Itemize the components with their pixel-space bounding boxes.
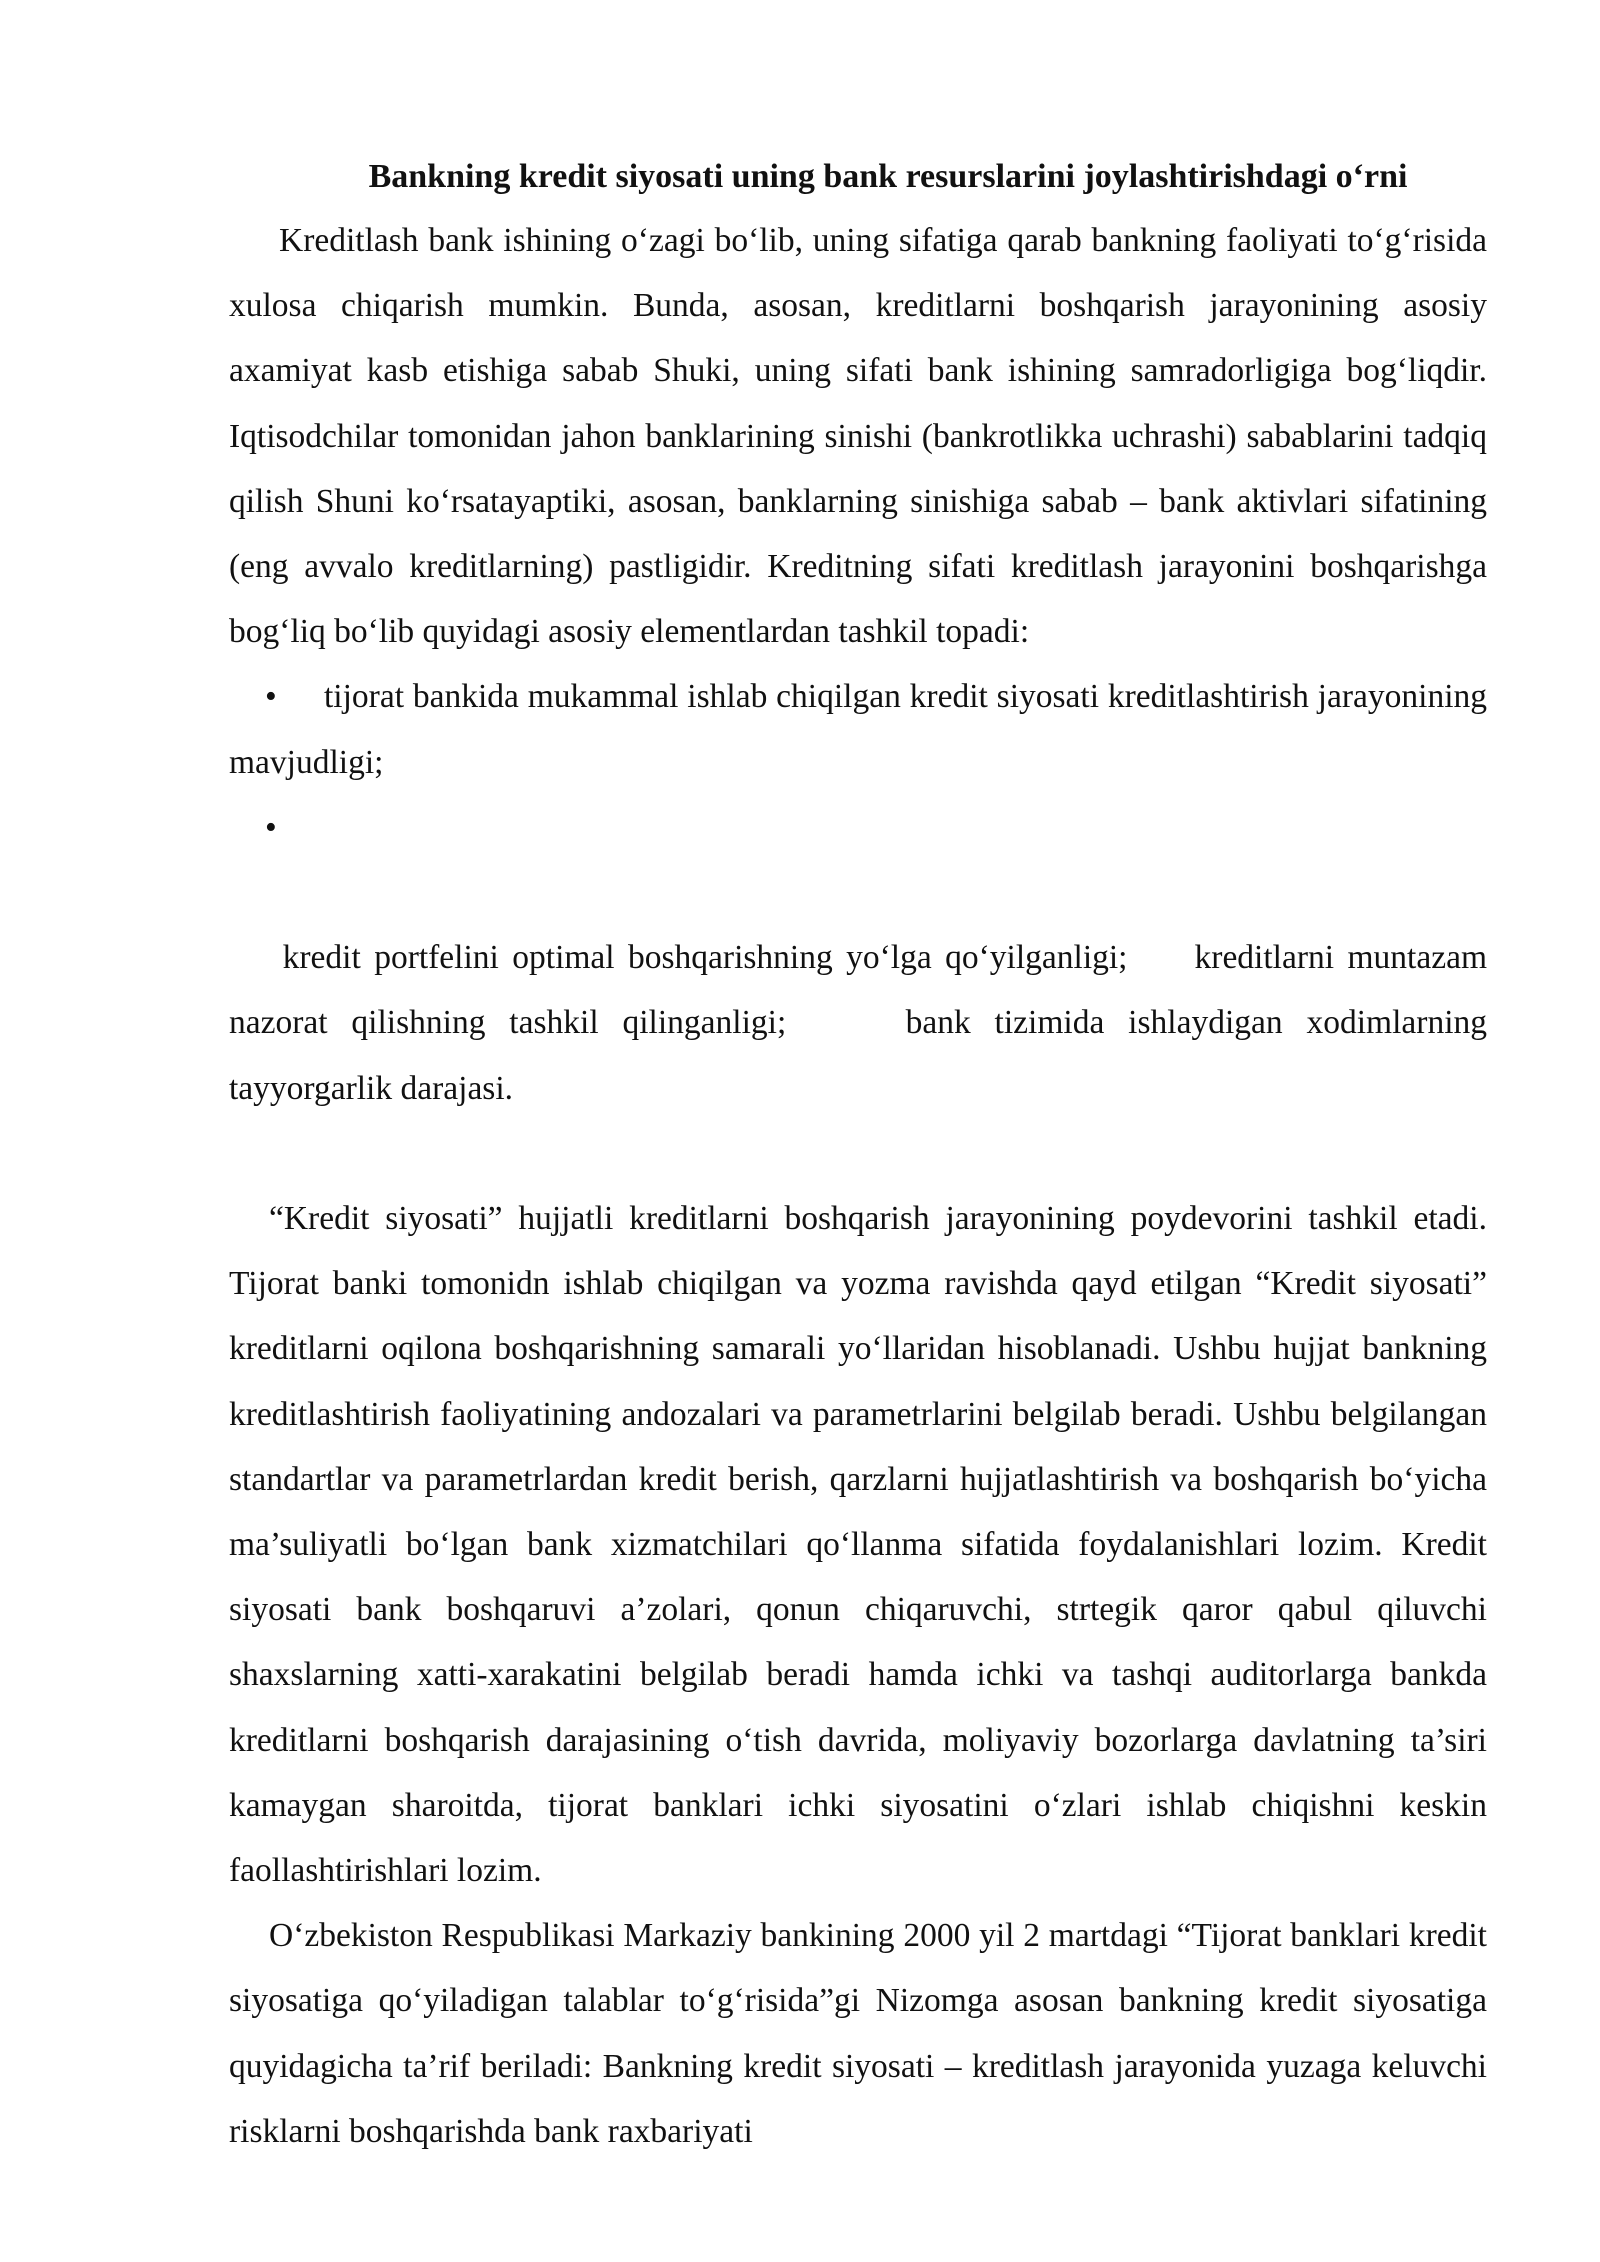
bullet-item-2 xyxy=(229,795,1496,1186)
paragraph-markaziy-bank: O‘zbekiston Respublikasi Markaziy bankining 2000 yil 2 martdagi “Tijorat banklari kredit siyosatiga qo‘yiladigan talablar to‘g‘risida”gi Nizomga asosan bankning kredit siyosatiga quyidagicha ta’rif beriladi: Bankning kredit siyosati – kreditlash jarayonida yuzaga keluvchi risklarni boshqarishda bank raxbariyati xyxy=(229,1917,1487,2150)
paragraph-kreditlash: Kreditlash bank ishining o‘zagi bo‘lib, uning sifatiga qarab bankning faoliyati to‘g‘risida xulosa chiqarish mumkin. Bunda, asosan, kreditlarni boshqarish jarayonining asosiy axamiyat kasb etishiga sabab Shuki, uning sifati bank ishining samradorligiga bog‘liqdir. Iqtisodchilar tomonidan jahon banklarining sinishi (bankrotlikka uchrashi) sabablarini tadqiq qilish Shuni ko‘rsatayaptiki, asosan, banklarning sinishiga sabab – bank aktivlari sifatining (eng avvalo kreditlarning) pastligidir. Kreditning sifati kreditlash jarayonini boshqarishga bog‘liq bo‘lib quyidagi asosiy elementlardan tashkil topadi: xyxy=(229,222,1487,651)
document-page xyxy=(229,146,1496,2164)
bullet-text: tijorat bankida mukammal ishlab chiqilgan kredit siyosati kreditlashtirish jarayonining mavjudligi; xyxy=(229,678,1487,781)
document-title: Bankning kredit siyosati uning bank resurslarini joylashtirishdagi o‘rni xyxy=(368,158,1408,195)
bullet-marker: • xyxy=(265,678,277,716)
bullet-text: kredit portfelini optimal boshqarishning yo‘lga qo‘yilganligi; kreditlarni muntazam nazorat qilishning tashkil qilinganligi; bank tizimida ishlaydigan xodimlarning tayyorgarlik darajasi. xyxy=(229,939,1496,1107)
paragraph-kredit-siyosati: “Kredit siyosati” hujjatli kreditlarni boshqarish jarayonining poydevorini tashkil etadi. Tijorat banki tomonidn ishlab chiqilgan va yozma ravishda qayd etilgan “Kredit siyosati” kreditlarni oqilona boshqarishning samarali yo‘llaridan hisoblanadi. Ushbu hujjat bankning kreditlashtirish faoliyatining andozalari va parametrlarini belgilab beradi. Ushbu belgilangan standartlar va parametrlardan kredit berish, qarzlarni hujjatlashtirish va boshqarish bo‘yicha ma’suliyatli bo‘lgan bank xizmatchilari qo‘llanma sifatida foydalanishlari lozim. Kredit siyosati bank boshqaruvi a’zolari, qonun chiqaruvchi, strtegik qaror qabul qiluvchi shaxslarning xatti-xarakatini belgilab beradi hamda ichki va tashqi auditorlarga bankda kreditlarni boshqarish darajasining o‘tish davrida, moliyaviy bozorlarga davlatning ta’siri kamaygan sharoitda, tijorat banklari ichki siyosatini o‘zlari ishlab chiqishni keskin faollashtirishlari lozim. xyxy=(229,1200,1487,1890)
bullet-marker: • xyxy=(265,808,277,846)
bullet-item-1 xyxy=(229,664,1487,794)
